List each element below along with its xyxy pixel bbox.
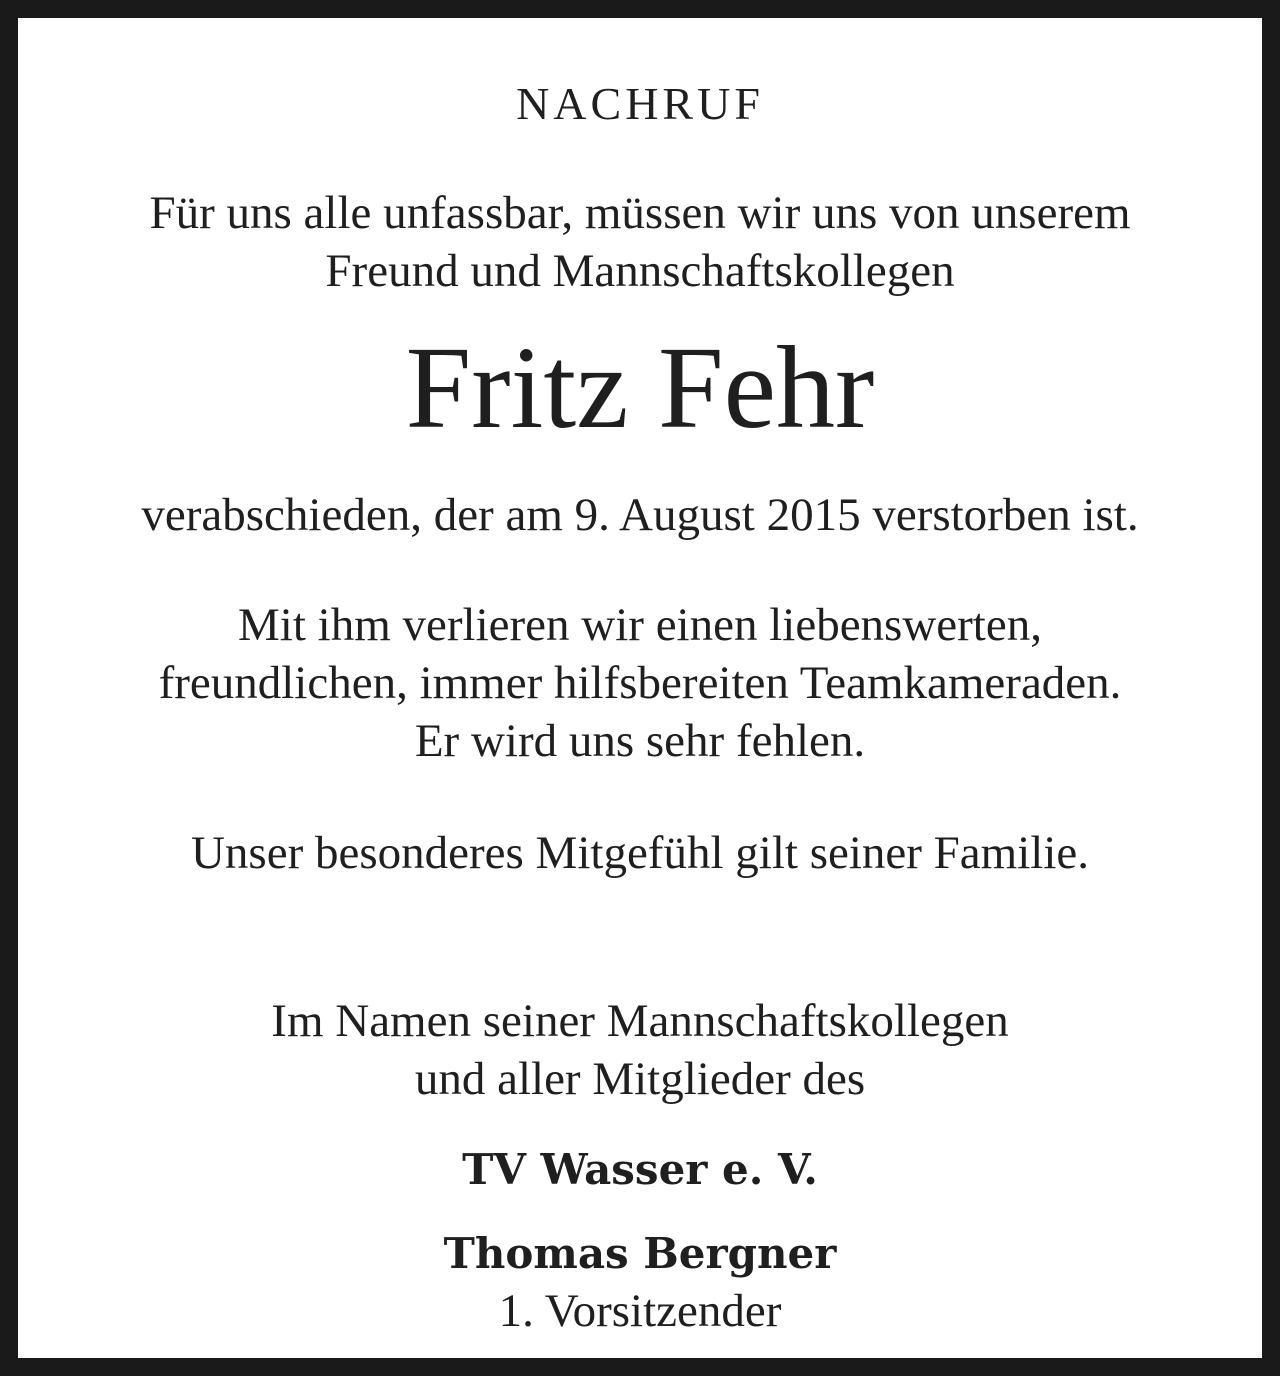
signer-name: Thomas Bergner — [443, 1229, 837, 1278]
intro-line-1: Für uns alle unfassbar, müssen wir uns von unserem — [149, 187, 1131, 239]
tribute-line-1: Mit ihm verlieren wir einen liebenswerten, — [238, 599, 1042, 651]
tribute-line-2: freundlichen, immer hilfsbereiten Teamkameraden. — [158, 657, 1122, 709]
signer-title: 1. Vorsitzender — [498, 1285, 782, 1337]
closing-line-1: Im Namen seiner Mannschaftskollegen — [271, 995, 1009, 1047]
sympathy-line: Unser besonderes Mitgefühl gilt seiner Familie. — [190, 827, 1090, 879]
deceased-name: Fritz Fehr — [405, 322, 875, 453]
closing-line-2: und aller Mitglieder des — [414, 1053, 866, 1105]
tribute-line-3: Er wird uns sehr fehlen. — [414, 715, 866, 767]
death-date-line: verabschieden, der am 9. August 2015 verstorben ist. — [141, 489, 1139, 541]
club-name: TV Wasser e. V. — [462, 1145, 818, 1194]
notice-heading: NACHRUF — [516, 78, 764, 129]
intro-line-2: Freund und Mannschaftskollegen — [325, 245, 955, 297]
